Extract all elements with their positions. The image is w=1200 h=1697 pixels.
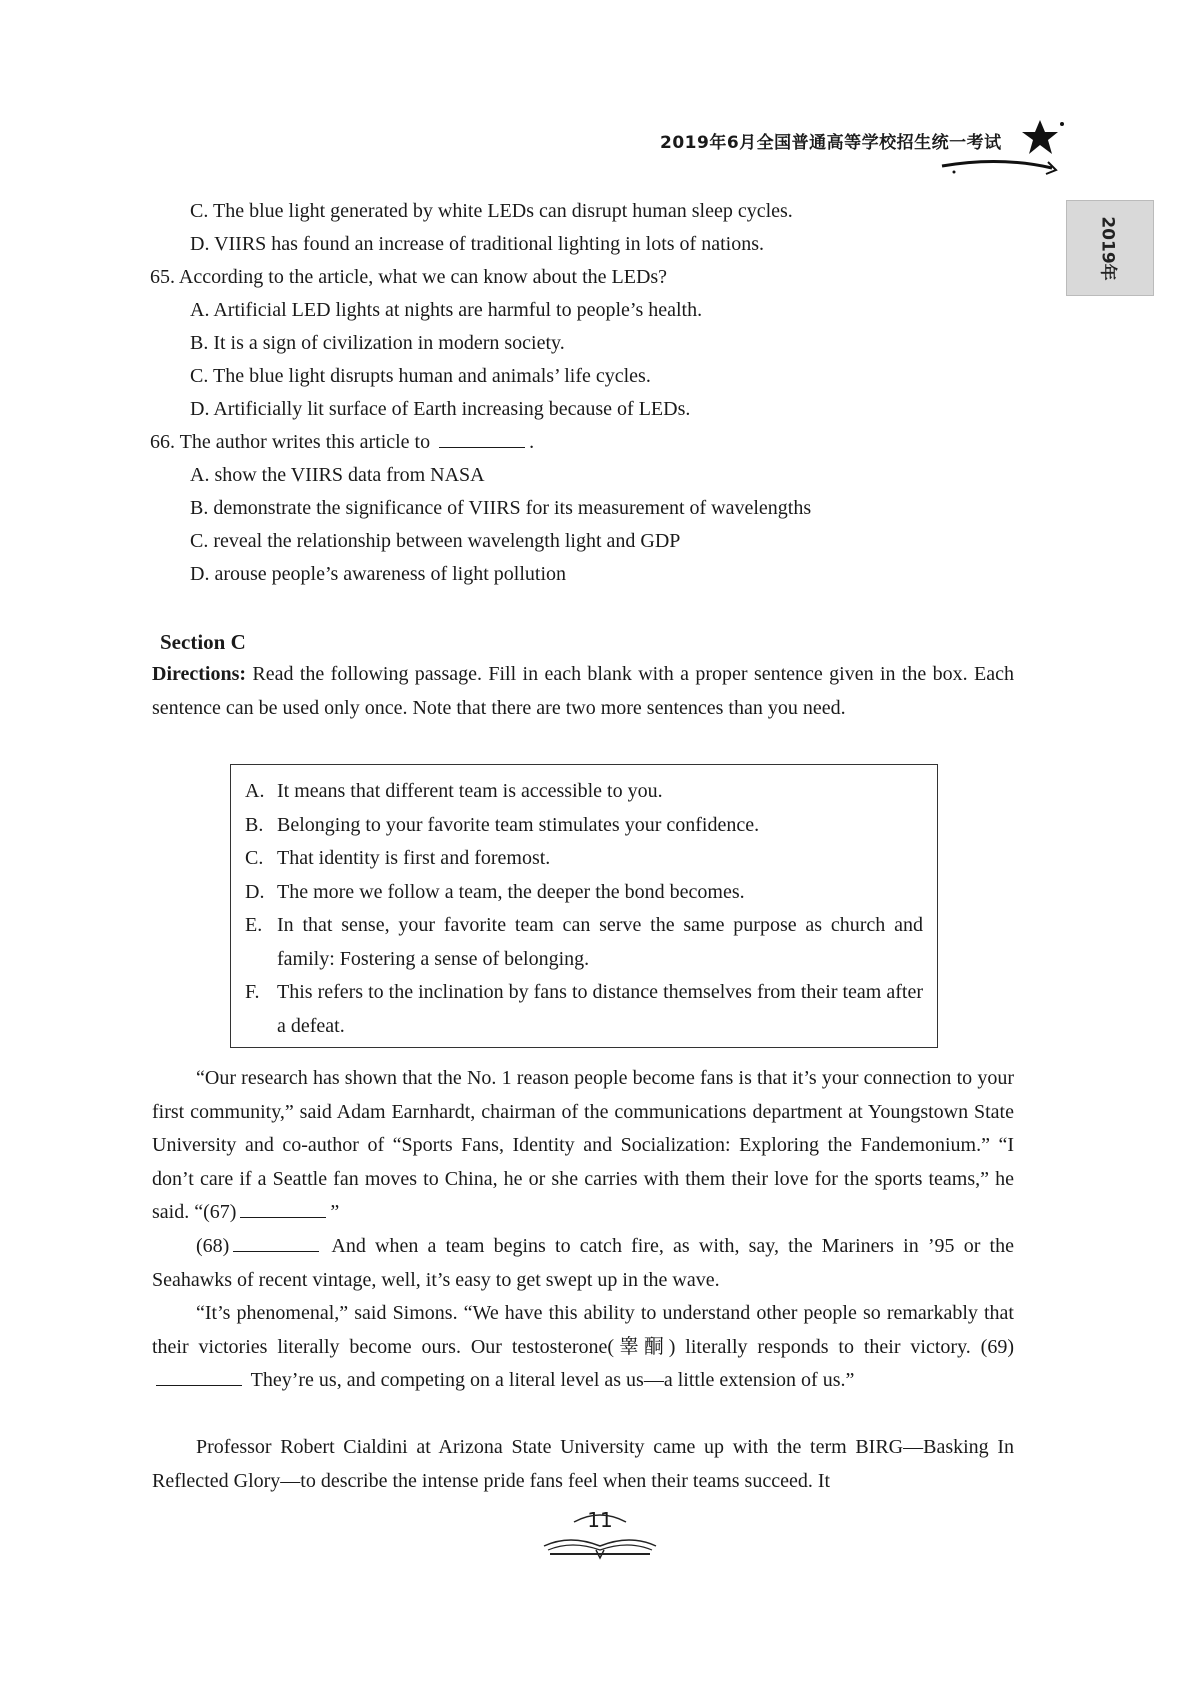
box-option-text: It means that different team is accessible to you. [277,780,663,802]
box-option-letter: B. [245,813,264,836]
q66-option-c: C. reveal the relationship between wavelength light and GDP [190,530,681,552]
passage-p3-end: They’re us, and competing on a literal level as us—a little extension of us.” [250,1369,855,1391]
q65-option-d: D. Artificially lit surface of Earth increasing because of LEDs. [190,398,691,420]
section-c-directions [152,658,1014,725]
box-option-e [245,909,923,976]
passage-paragraph-2 [152,1230,1014,1297]
q66-stem-end: . [529,431,535,453]
page-number: 11 [587,1508,613,1532]
passage-p2-start: (68) [196,1235,230,1257]
q64-option-c: C. The blue light generated by white LEDs can disrupt human sleep cycles. [190,200,793,222]
q65-option-b: B. It is a sign of civilization in modern society. [190,332,565,354]
directions-label: Directions: [152,663,247,685]
box-option-f [245,976,923,1043]
passage-paragraph-4: Professor Robert Cialdini at Arizona State University came up with the term BIRG—Basking In Reflected Glory—to describe the intense pride fans feel when their teams succeed. It [152,1436,1014,1492]
q66-answer-blank[interactable] [439,429,525,448]
blank-69[interactable] [156,1367,242,1386]
box-option-letter: A. [245,780,265,802]
q66-stem-line [150,429,534,455]
q64-option-d: D. VIIRS has found an increase of traditional lighting in lots of nations. [190,233,764,255]
directions-text: Read the following passage. Fill in each blank with a proper sentence given in the box. Each sentence can be used only once. Note that there are two more sentences than you need. [152,663,1014,719]
page-number-ornament [530,1508,670,1564]
box-option-c [245,842,923,876]
box-option-letter: D. [245,880,265,903]
q65-option-a: A. Artificial LED lights at nights are harmful to people’s health. [190,299,703,321]
box-option-a [245,775,923,809]
open-book-icon [530,1508,670,1564]
passage-p3-text: “It’s phenomenal,” said Simons. “We have this ability to understand other people so remarkably that their victories literally become ours. Our testosterone(睾酮) literally responds to their victory. (69) [152,1302,1014,1358]
q66-option-b: B. demonstrate the significance of VIIRS for its measurement of wavelengths [190,497,812,519]
sentence-options-box [230,764,938,1048]
year-side-tab [1066,200,1154,296]
passage-p2-text: And when a team begins to catch fire, as with, say, the Mariners in ’95 or the Seahawks of recent vintage, well, it’s easy to get swept up in the wave. [152,1235,1014,1291]
year-side-tab-label: 2019年 [1097,215,1118,281]
box-option-b [245,809,923,843]
exam-header-title: 2019年6月全国普通高等学校招生统一考试 [660,133,1002,153]
q66-option-a: A. show the VIIRS data from NASA [190,464,485,486]
swoosh-decoration-icon [940,152,1060,178]
box-option-text: This refers to the inclination by fans to distance themselves from their team after a defeat. [277,981,923,1037]
box-option-letter: C. [245,847,264,869]
box-option-text: Belonging to your favorite team stimulates your confidence. [277,813,760,836]
box-option-text: That identity is first and foremost. [277,847,551,869]
section-c-title: Section C [160,630,246,654]
passage-p1-text: “Our research has shown that the No. 1 reason people become fans is that it’s your connection to your first community,” said Adam Earnhardt, chairman of the communications department at Youngstown State University and co-author of “Sports Fans, Identity and Socialization: Exploring the Fandemonium.” “I don’t care if a Seattle fan moves to China, he or she carries with them their love for the sports teams,” he said. “(67) [152,1067,1014,1223]
passage-paragraph-1 [152,1062,1014,1230]
q66-option-d: D. arouse people’s awareness of light pollution [190,563,567,585]
box-option-d [245,876,923,910]
blank-67[interactable] [240,1199,326,1218]
box-option-letter: F. [245,981,260,1003]
q66-stem: 66. The author writes this article to [150,431,431,453]
q65-stem: 65. According to the article, what we can know about the LEDs? [150,266,668,288]
passage-paragraph-3 [152,1297,1014,1398]
blank-68[interactable] [233,1233,319,1252]
passage-p1-end: ” [330,1201,340,1223]
box-option-text: In that sense, your favorite team can serve the same purpose as church and family: Fostering a sense of belonging. [277,914,923,970]
box-option-letter: E. [245,914,263,936]
q65-option-c: C. The blue light disrupts human and animals’ life cycles. [190,365,651,387]
box-option-text: The more we follow a team, the deeper the bond becomes. [277,880,745,903]
